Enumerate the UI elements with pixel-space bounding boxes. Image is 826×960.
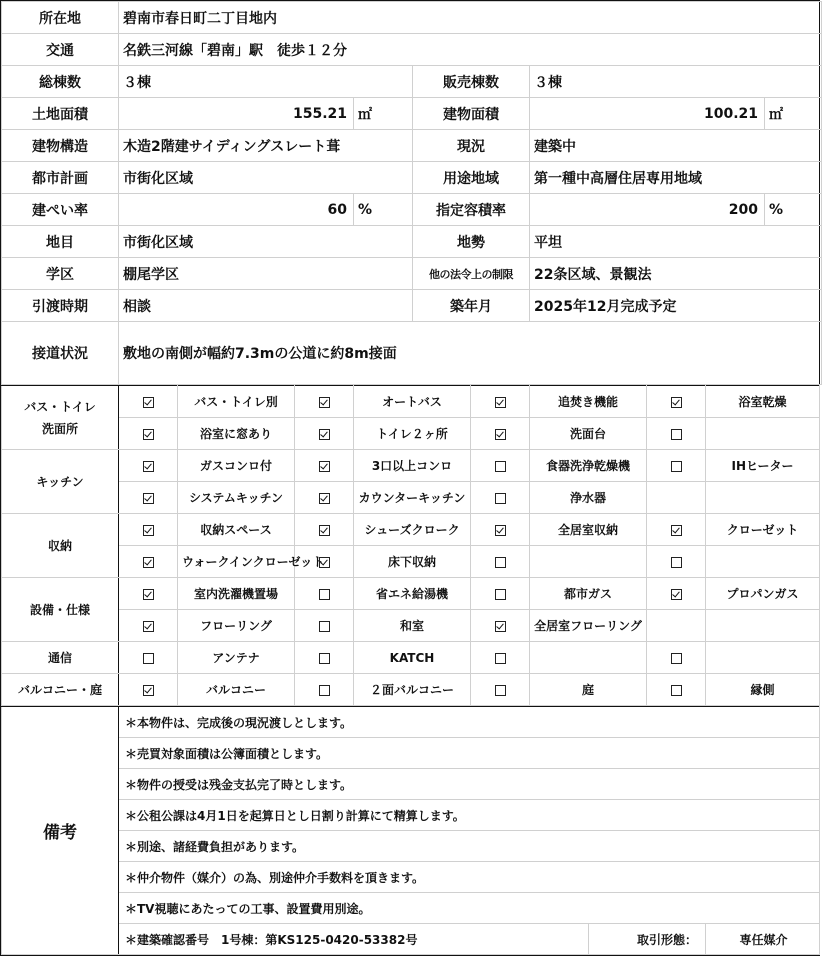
feature-checkbox-cell (647, 610, 706, 642)
feature-label: 床下収納 (354, 546, 471, 578)
checked-checkbox-icon[interactable] (671, 397, 682, 408)
row-location (2, 2, 822, 34)
feature-checkbox-cell (119, 674, 178, 706)
remark-line: ＊売買対象面積は公簿面積とします。 (119, 738, 820, 769)
checked-checkbox-icon[interactable] (143, 493, 154, 504)
feature-row (2, 514, 820, 546)
access-value: 名鉄三河線「碧南」駅 徒歩１２分 (119, 34, 822, 66)
feature-checkbox-cell (295, 642, 354, 674)
remark-row (2, 707, 820, 738)
coverage-ratio-label: 建ぺい率 (2, 194, 119, 226)
feature-checkbox-cell (647, 450, 706, 482)
remark-line: ＊公租公課は4月1日を起算日とし日割り計算にて精算します。 (119, 800, 820, 831)
checked-checkbox-icon[interactable] (495, 621, 506, 632)
remark-line: ＊本物件は、完成後の現況渡しとします。 (119, 707, 820, 738)
feature-checkbox-cell (119, 482, 178, 514)
feature-label: シューズクローク (354, 514, 471, 546)
feature-checkbox-cell (295, 674, 354, 706)
checked-checkbox-icon[interactable] (495, 429, 506, 440)
units-for-sale-value: ３棟 (530, 66, 822, 98)
unchecked-checkbox-icon[interactable] (671, 653, 682, 664)
remark-row (2, 893, 820, 924)
row-planning (2, 162, 822, 194)
unchecked-checkbox-icon[interactable] (495, 557, 506, 568)
land-area-unit: ㎡ (354, 98, 413, 130)
feature-label: 室内洗濯機置場 (178, 578, 295, 610)
feature-label: 収納スペース (178, 514, 295, 546)
checked-checkbox-icon[interactable] (319, 429, 330, 440)
feature-label: バス・トイレ別 (178, 386, 295, 418)
remark-line: ＊仲介物件（媒介）の為、別途仲介手数料を頂きます。 (119, 862, 820, 893)
feature-category (2, 450, 119, 514)
location-label: 所在地 (2, 2, 119, 34)
remarks-table (1, 706, 820, 955)
handover-value: 相談 (119, 290, 413, 322)
feature-label: 全居室収納 (530, 514, 647, 546)
feature-row (2, 450, 820, 482)
feature-label: クローゼット (706, 514, 820, 546)
checked-checkbox-icon[interactable] (319, 461, 330, 472)
feature-checkbox-cell (295, 482, 354, 514)
feature-label: 省エネ給湯機 (354, 578, 471, 610)
remark-row (2, 738, 820, 769)
city-planning-label: 都市計画 (2, 162, 119, 194)
feature-label: システムキッチン (178, 482, 295, 514)
feature-label: 庭 (530, 674, 647, 706)
terrain-value: 平坦 (530, 226, 822, 258)
feature-checkbox-cell (295, 514, 354, 546)
unchecked-checkbox-icon[interactable] (495, 653, 506, 664)
feature-label: バルコニー (178, 674, 295, 706)
feature-checkbox-cell (295, 450, 354, 482)
row-handover (2, 290, 822, 322)
floor-area-ratio-label: 指定容積率 (413, 194, 530, 226)
feature-checkbox-cell (647, 482, 706, 514)
feature-label (530, 546, 647, 578)
remark-line: ＊TV視聴にあたっての工事、設置費用別途。 (119, 893, 820, 924)
row-access (2, 34, 822, 66)
building-area-value: 100.21 (530, 98, 765, 130)
checked-checkbox-icon[interactable] (143, 429, 154, 440)
feature-label: ２面バルコニー (354, 674, 471, 706)
row-structure (2, 130, 822, 162)
coverage-ratio-value: 60 (119, 194, 354, 226)
feature-category-label: 収納 (47, 538, 72, 553)
row-school (2, 258, 822, 290)
feature-category-label: キッチン (36, 474, 84, 489)
feature-checkbox-cell (119, 610, 178, 642)
feature-category-label: バルコニー・庭 (17, 682, 102, 697)
transaction-type-value: 専任媒介 (706, 924, 820, 955)
feature-checkbox-cell (471, 386, 530, 418)
feature-label: アンテナ (178, 642, 295, 674)
checked-checkbox-icon[interactable] (319, 557, 330, 568)
remark-row (2, 800, 820, 831)
feature-row (2, 418, 820, 450)
building-permit-number: ＊建築確認番号 1号棟：第KS125-0420-53382号 (119, 924, 589, 955)
features-grid (1, 385, 820, 706)
row-road-access (2, 322, 822, 385)
checked-checkbox-icon[interactable] (143, 685, 154, 696)
checked-checkbox-icon[interactable] (143, 621, 154, 632)
feature-label (706, 482, 820, 514)
floor-area-ratio-unit: % (765, 194, 822, 226)
remark-line: ＊物件の授受は残金支払完了時とします。 (119, 769, 820, 800)
unchecked-checkbox-icon[interactable] (319, 653, 330, 664)
building-area-unit: ㎡ (765, 98, 822, 130)
feature-label: オートバス (354, 386, 471, 418)
feature-label: ウォークインクローゼット (178, 546, 295, 578)
feature-category-label: バス・トイレ (24, 399, 96, 414)
zoning-value: 第一種中高層住居専用地域 (530, 162, 822, 194)
feature-label: 浄水器 (530, 482, 647, 514)
feature-label: 追焚き機能 (530, 386, 647, 418)
unchecked-checkbox-icon[interactable] (495, 461, 506, 472)
remark-row (2, 862, 820, 893)
feature-checkbox-cell (119, 578, 178, 610)
feature-checkbox-cell (295, 418, 354, 450)
checked-checkbox-icon[interactable] (671, 525, 682, 536)
road-access-label: 接道状況 (2, 322, 119, 385)
feature-label (706, 610, 820, 642)
land-area-label: 土地面積 (2, 98, 119, 130)
school-district-value: 棚尾学区 (119, 258, 413, 290)
feature-checkbox-cell (471, 578, 530, 610)
checked-checkbox-icon[interactable] (143, 397, 154, 408)
feature-checkbox-cell (295, 386, 354, 418)
feature-label: 縁側 (706, 674, 820, 706)
unchecked-checkbox-icon[interactable] (319, 685, 330, 696)
status-label: 現況 (413, 130, 530, 162)
checked-checkbox-icon[interactable] (495, 525, 506, 536)
feature-label: 浴室乾燥 (706, 386, 820, 418)
feature-label: 全居室フローリング (530, 610, 647, 642)
access-label: 交通 (2, 34, 119, 66)
feature-label: トイレ２ヶ所 (354, 418, 471, 450)
feature-row (2, 386, 820, 418)
feature-checkbox-cell (119, 642, 178, 674)
feature-checkbox-cell (295, 578, 354, 610)
checked-checkbox-icon[interactable] (319, 525, 330, 536)
row-land (2, 226, 822, 258)
feature-row (2, 546, 820, 578)
unchecked-checkbox-icon[interactable] (495, 685, 506, 696)
feature-label: IHヒーター (706, 450, 820, 482)
feature-label (706, 642, 820, 674)
feature-checkbox-cell (471, 546, 530, 578)
checked-checkbox-icon[interactable] (143, 589, 154, 600)
built-value: 2025年12月完成予定 (530, 290, 822, 322)
city-planning-value: 市街化区域 (119, 162, 413, 194)
total-units-value: ３棟 (119, 66, 413, 98)
feature-label: カウンターキッチン (354, 482, 471, 514)
land-category-label: 地目 (2, 226, 119, 258)
structure-value: 木造2階建サイディングスレート葺 (119, 130, 413, 162)
feature-row (2, 482, 820, 514)
feature-category (2, 578, 119, 642)
feature-checkbox-cell (471, 482, 530, 514)
checked-checkbox-icon[interactable] (143, 557, 154, 568)
remark-row-permit (2, 924, 820, 955)
feature-label: プロパンガス (706, 578, 820, 610)
zoning-label: 用途地域 (413, 162, 530, 194)
feature-checkbox-cell (647, 546, 706, 578)
building-area-label: 建物面積 (413, 98, 530, 130)
feature-row (2, 578, 820, 610)
unchecked-checkbox-icon[interactable] (671, 557, 682, 568)
feature-checkbox-cell (119, 450, 178, 482)
feature-checkbox-cell (471, 642, 530, 674)
checked-checkbox-icon[interactable] (143, 461, 154, 472)
feature-checkbox-cell (647, 642, 706, 674)
total-units-label: 総棟数 (2, 66, 119, 98)
feature-checkbox-cell (471, 674, 530, 706)
status-value: 建築中 (530, 130, 822, 162)
remark-line: ＊別途、諸経費負担があります。 (119, 831, 820, 862)
unchecked-checkbox-icon[interactable] (671, 461, 682, 472)
unchecked-checkbox-icon[interactable] (495, 493, 506, 504)
feature-checkbox-cell (471, 418, 530, 450)
terrain-label: 地勢 (413, 226, 530, 258)
feature-checkbox-cell (647, 418, 706, 450)
land-category-value: 市街化区域 (119, 226, 413, 258)
feature-category-label: 設備・仕様 (29, 602, 90, 617)
feature-category (2, 642, 119, 674)
feature-label (530, 642, 647, 674)
feature-checkbox-cell (647, 578, 706, 610)
location-value: 碧南市春日町二丁目地内 (119, 2, 822, 34)
property-info-table (1, 1, 822, 385)
feature-category-label: 通信 (47, 650, 72, 665)
feature-checkbox-cell (119, 418, 178, 450)
feature-category (2, 514, 119, 578)
feature-category (2, 674, 119, 706)
structure-label: 建物構造 (2, 130, 119, 162)
school-district-label: 学区 (2, 258, 119, 290)
feature-label: 3口以上コンロ (354, 450, 471, 482)
feature-label: 食器洗浄乾燥機 (530, 450, 647, 482)
other-restrictions-label: 他の法令上の制限 (413, 258, 530, 290)
feature-label: 洗面台 (530, 418, 647, 450)
land-area-value: 155.21 (119, 98, 354, 130)
feature-checkbox-cell (295, 610, 354, 642)
remark-row (2, 831, 820, 862)
feature-checkbox-cell (119, 514, 178, 546)
checked-checkbox-icon[interactable] (319, 493, 330, 504)
checked-checkbox-icon[interactable] (671, 589, 682, 600)
feature-checkbox-cell (647, 674, 706, 706)
feature-label (706, 418, 820, 450)
unchecked-checkbox-icon[interactable] (319, 589, 330, 600)
feature-label: 浴室に窓あり (178, 418, 295, 450)
feature-label (706, 546, 820, 578)
remarks-label: 備考 (2, 707, 119, 955)
checked-checkbox-icon[interactable] (319, 397, 330, 408)
feature-label: 都市ガス (530, 578, 647, 610)
feature-category (2, 386, 119, 450)
road-access-value: 敷地の南側が幅約7.3mの公道に約8m接面 (119, 322, 822, 385)
feature-category-label: 洗面所 (41, 421, 78, 436)
row-ratios (2, 194, 822, 226)
built-label: 築年月 (413, 290, 530, 322)
unchecked-checkbox-icon[interactable] (495, 589, 506, 600)
feature-row (2, 642, 820, 674)
unchecked-checkbox-icon[interactable] (143, 653, 154, 664)
transaction-type-label: 取引形態： (589, 924, 706, 955)
row-area (2, 98, 822, 130)
coverage-ratio-unit: % (354, 194, 413, 226)
row-units (2, 66, 822, 98)
handover-label: 引渡時期 (2, 290, 119, 322)
checked-checkbox-icon[interactable] (495, 397, 506, 408)
feature-label: ガスコンロ付 (178, 450, 295, 482)
feature-checkbox-cell (471, 514, 530, 546)
units-for-sale-label: 販売棟数 (413, 66, 530, 98)
remark-row (2, 769, 820, 800)
other-restrictions-value: 22条区域、景観法 (530, 258, 822, 290)
unchecked-checkbox-icon[interactable] (671, 429, 682, 440)
feature-label: KATCH (354, 642, 471, 674)
feature-checkbox-cell (471, 610, 530, 642)
floor-area-ratio-value: 200 (530, 194, 765, 226)
feature-checkbox-cell (647, 514, 706, 546)
checked-checkbox-icon[interactable] (143, 525, 154, 536)
feature-checkbox-cell (471, 450, 530, 482)
feature-checkbox-cell (119, 386, 178, 418)
feature-checkbox-cell (119, 546, 178, 578)
feature-row (2, 610, 820, 642)
feature-checkbox-cell (647, 386, 706, 418)
unchecked-checkbox-icon[interactable] (319, 621, 330, 632)
feature-row (2, 674, 820, 706)
feature-label: フローリング (178, 610, 295, 642)
feature-label: 和室 (354, 610, 471, 642)
unchecked-checkbox-icon[interactable] (671, 685, 682, 696)
